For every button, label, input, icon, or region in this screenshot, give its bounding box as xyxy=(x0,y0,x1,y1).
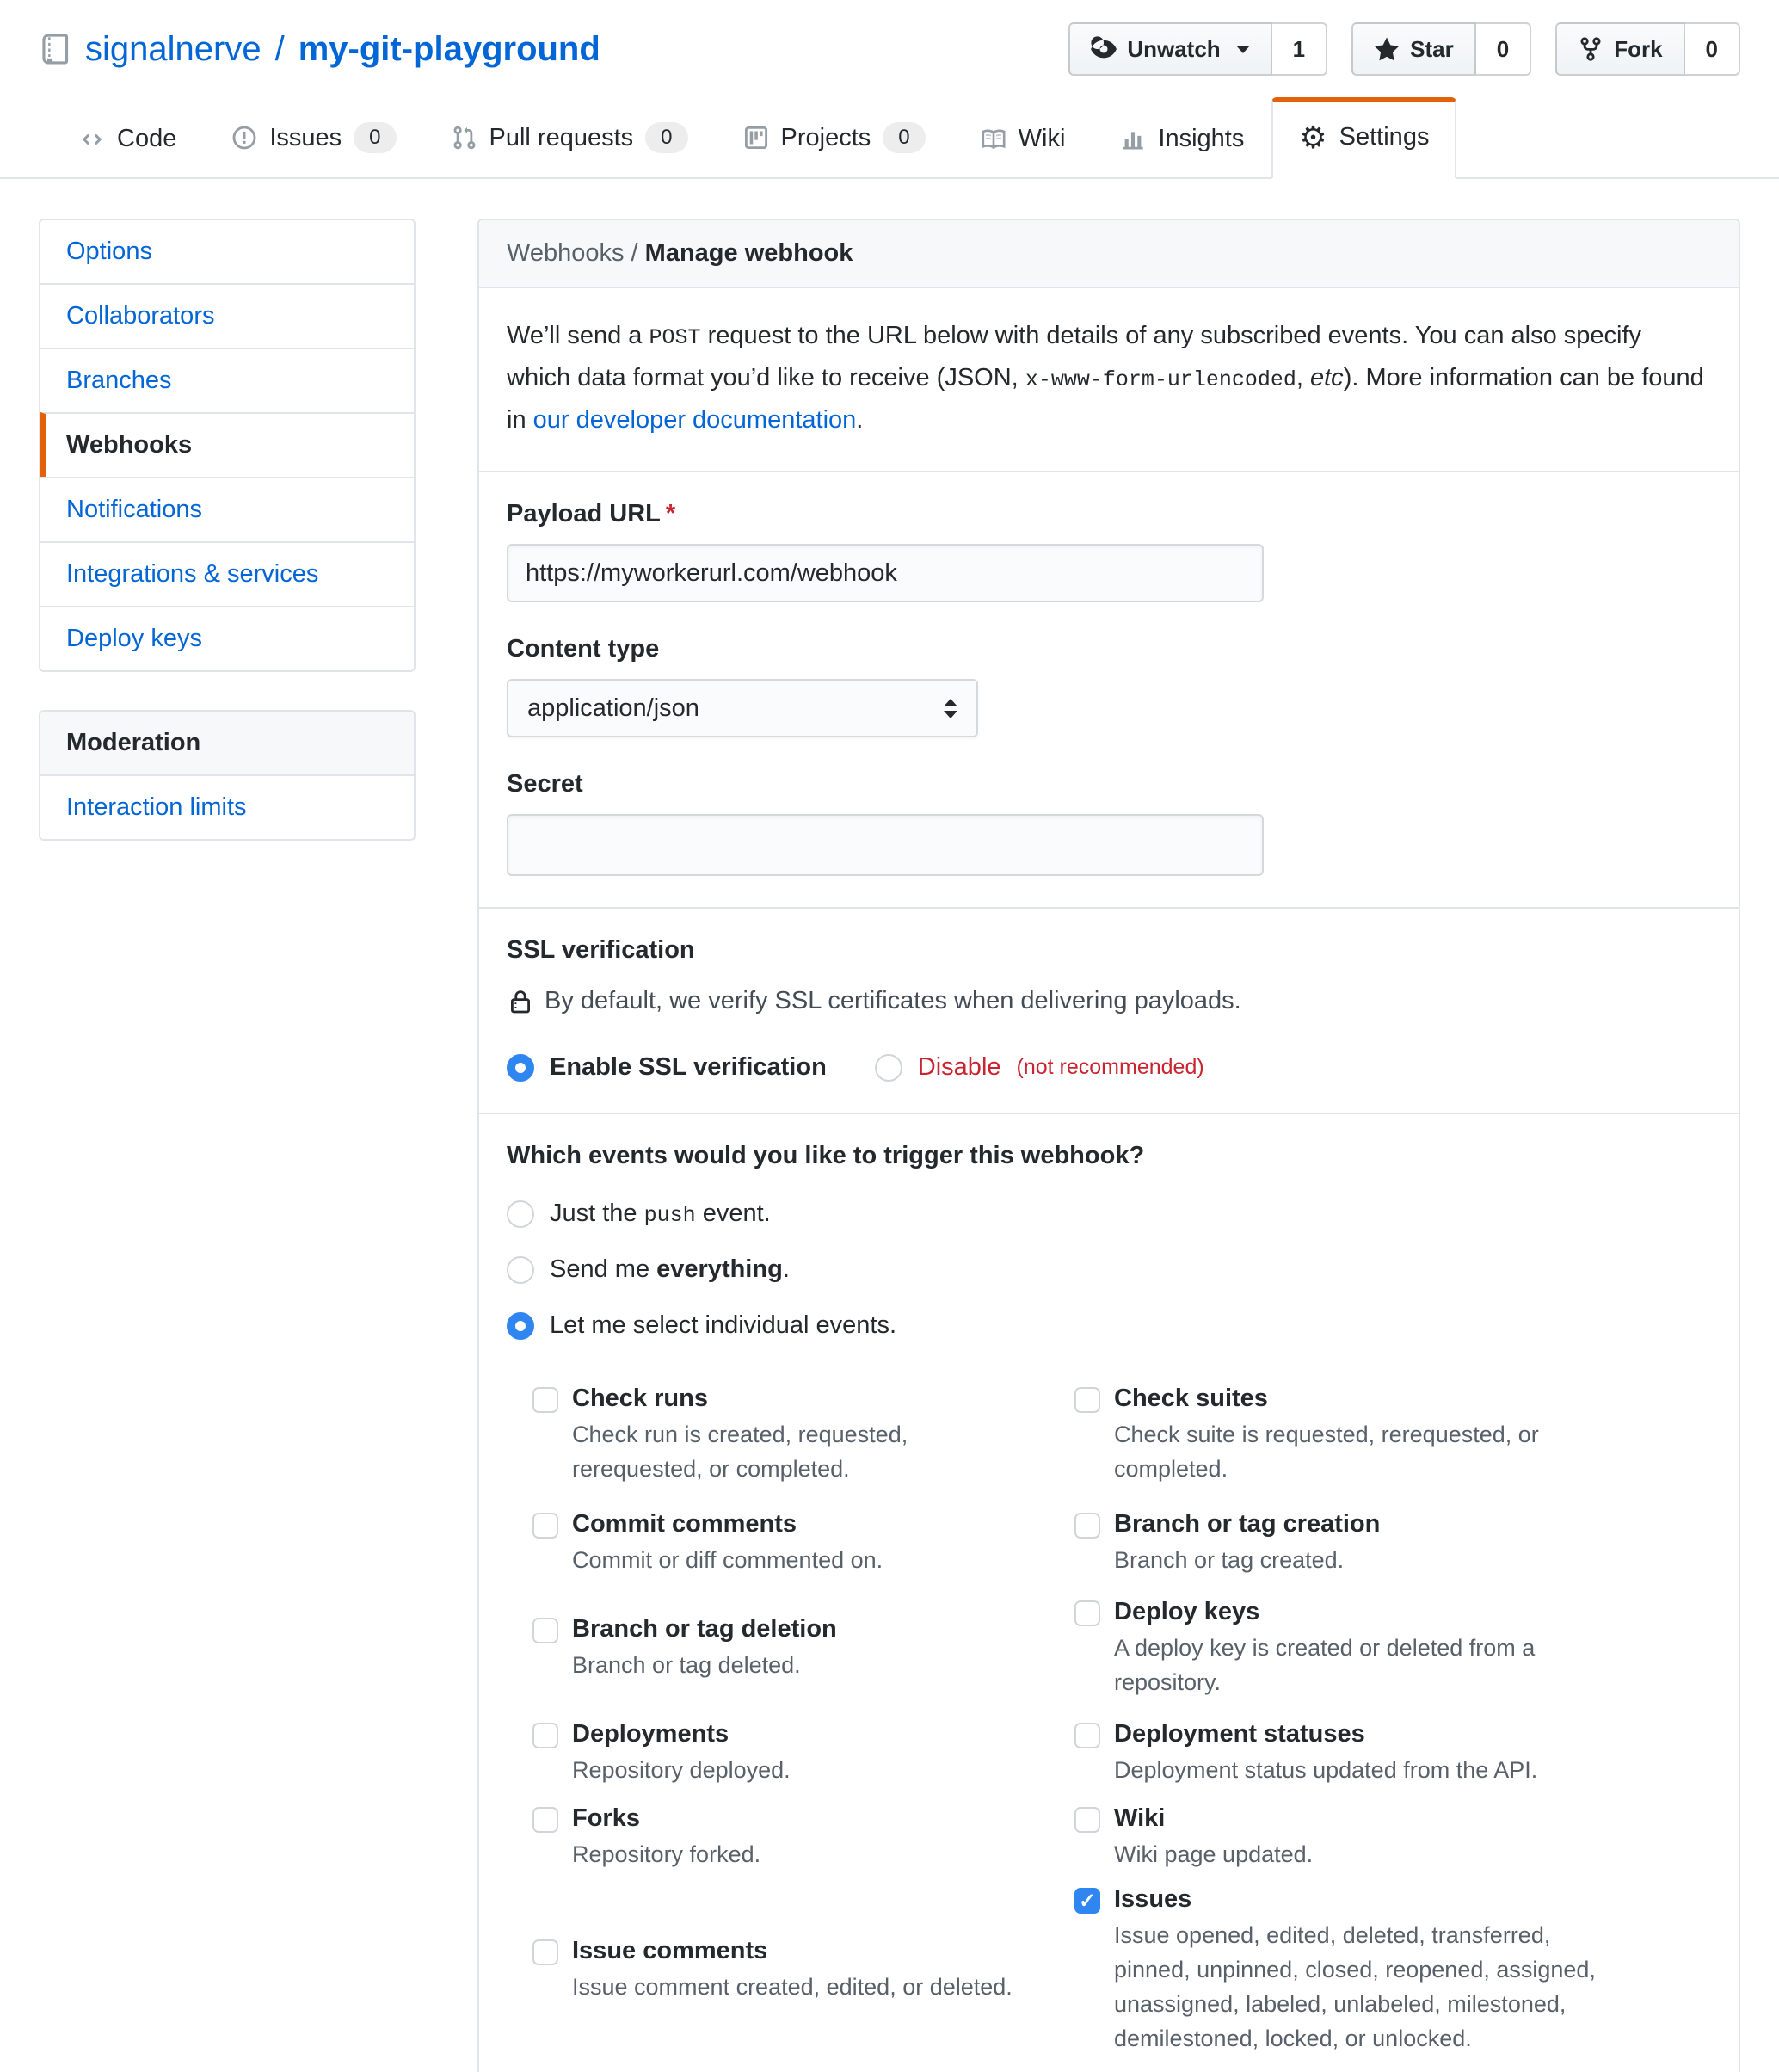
send-everything-label: Send me everything. xyxy=(550,1255,790,1283)
graph-icon xyxy=(1120,126,1146,152)
option-just-push[interactable] xyxy=(507,1199,1711,1228)
check-runs-checkbox[interactable] xyxy=(532,1387,558,1413)
branch-tag-deletion-checkbox[interactable] xyxy=(532,1618,558,1643)
developer-docs-link[interactable]: our developer documentation xyxy=(532,406,857,434)
fork-button[interactable] xyxy=(1555,22,1684,76)
branch-tag-creation-checkbox[interactable] xyxy=(1074,1513,1100,1539)
intro-text: We’ll send a POST request to the URL below with details of any subscribed events. You can also specify which data format you’d like to receive (JSON, x-www-form-urlencoded, etc). More information can be found in our developer documentation. xyxy=(507,322,1704,434)
tab-label: Pull requests xyxy=(489,123,634,151)
ssl-enable-option[interactable] xyxy=(507,1053,827,1082)
tab-projects[interactable] xyxy=(716,96,953,179)
ssl-enable-label: Enable SSL verification xyxy=(550,1053,827,1081)
content-type-value: application/json xyxy=(527,694,699,722)
event-forks: Forks Repository forked. xyxy=(532,1804,1014,1872)
issue-comments-checkbox[interactable] xyxy=(532,1939,558,1965)
event-checkbox-grid xyxy=(532,1384,1711,2056)
chevron-down-icon xyxy=(1236,46,1250,53)
wiki-checkbox[interactable] xyxy=(1074,1807,1100,1833)
tab-insights[interactable] xyxy=(1093,99,1271,179)
moderation-menu xyxy=(39,710,416,841)
watch-group xyxy=(1068,22,1327,76)
tab-label: Code xyxy=(117,125,177,152)
ssl-disable-label: Disable xyxy=(917,1053,1001,1081)
ssl-note-text: By default, we verify SSL certificates when delivering payloads. xyxy=(545,987,1241,1014)
required-asterisk: * xyxy=(665,500,676,527)
intro-section xyxy=(479,288,1739,471)
events-section xyxy=(479,1113,1739,2072)
eye-icon xyxy=(1091,36,1117,62)
event-deployment-statuses: Deployment statuses Deployment status updated from the API. xyxy=(1074,1720,1604,1787)
breadcrumb-webhooks-link[interactable]: Webhooks xyxy=(507,239,625,267)
panel-breadcrumb xyxy=(479,220,1739,288)
settings-menu xyxy=(39,219,416,672)
content-type-label: Content type xyxy=(507,635,660,663)
tab-label: Projects xyxy=(780,123,871,151)
settings-sidebar xyxy=(39,219,416,841)
payload-url-label: Payload URL * xyxy=(507,500,676,527)
sidebar-item-notifications[interactable]: Notifications xyxy=(40,477,414,541)
sidebar-item-branches[interactable]: Branches xyxy=(40,348,414,412)
star-label: Star xyxy=(1410,35,1454,62)
issues-count-badge: 0 xyxy=(354,122,396,153)
code-icon xyxy=(79,126,105,152)
sidebar-item-deploy-keys[interactable]: Deploy keys xyxy=(40,606,414,670)
settings-layout xyxy=(0,179,1779,2072)
tab-wiki[interactable] xyxy=(953,99,1093,179)
ssl-section xyxy=(479,907,1739,1113)
tab-label: Insights xyxy=(1158,125,1245,152)
projects-count-badge: 0 xyxy=(883,122,925,153)
check-suites-checkbox[interactable] xyxy=(1074,1387,1100,1413)
repo-title xyxy=(39,30,600,69)
repo-actions xyxy=(1068,22,1740,76)
event-wiki: Wiki Wiki page updated. xyxy=(1074,1804,1604,1872)
payload-url-input[interactable] xyxy=(507,544,1264,602)
moderation-header: Moderation xyxy=(40,712,414,776)
deploy-keys-checkbox[interactable] xyxy=(1074,1600,1100,1626)
sidebar-item-collaborators[interactable]: Collaborators xyxy=(40,283,414,348)
event-trigger-options xyxy=(507,1199,1711,1340)
forks-checkbox[interactable] xyxy=(532,1807,558,1833)
just-push-radio[interactable] xyxy=(507,1200,534,1228)
individual-events-label: Let me select individual events. xyxy=(550,1311,896,1339)
star-button[interactable] xyxy=(1351,22,1476,76)
star-icon xyxy=(1374,36,1400,62)
settings-main xyxy=(477,219,1740,2072)
event-branch-tag-deletion: Branch or tag deletion Branch or tag deleted. xyxy=(532,1615,1014,1682)
tab-pull-requests[interactable] xyxy=(424,96,716,179)
repo-tab-nav xyxy=(0,96,1779,179)
webhook-form-section xyxy=(479,471,1739,907)
deployments-checkbox[interactable] xyxy=(532,1723,558,1748)
tab-label: Settings xyxy=(1339,123,1430,151)
fork-group xyxy=(1555,22,1740,76)
event-deployments: Deployments Repository deployed. xyxy=(532,1720,1014,1787)
wiki-book-icon xyxy=(981,126,1006,152)
breadcrumb-current: Manage webhook xyxy=(644,239,853,267)
fork-count[interactable]: 0 xyxy=(1685,22,1740,76)
ssl-radio-row xyxy=(507,1053,1711,1082)
watch-count[interactable]: 1 xyxy=(1272,22,1327,76)
secret-label: Secret xyxy=(507,770,583,798)
sidebar-item-options[interactable]: Options xyxy=(40,220,414,283)
tab-issues[interactable] xyxy=(204,96,423,179)
content-type-select[interactable] xyxy=(507,679,978,737)
ssl-enable-radio[interactable] xyxy=(507,1054,534,1082)
repo-owner-link[interactable]: signalnerve xyxy=(85,29,262,68)
event-deploy-keys: Deploy keys A deploy key is created or deleted from a repository. xyxy=(1074,1598,1604,1699)
repo-separator: / xyxy=(274,29,285,68)
issues-checkbox[interactable] xyxy=(1074,1888,1100,1914)
content-type-group xyxy=(507,635,1711,737)
fork-icon xyxy=(1578,36,1604,62)
just-push-label: Just the push event. xyxy=(550,1199,771,1228)
individual-events-radio[interactable] xyxy=(507,1312,534,1340)
secret-input[interactable] xyxy=(507,814,1264,876)
ssl-heading: SSL verification xyxy=(507,936,695,964)
event-branch-tag-creation: Branch or tag creation Branch or tag created. xyxy=(1074,1510,1604,1577)
fork-label: Fork xyxy=(1614,35,1663,62)
pull-requests-count-badge: 0 xyxy=(645,122,687,153)
tab-settings[interactable] xyxy=(1271,97,1456,179)
urlencoded-code: x-www-form-urlencoded xyxy=(1025,367,1296,392)
unwatch-label: Unwatch xyxy=(1127,35,1221,62)
star-group xyxy=(1351,22,1531,76)
tab-label: Wiki xyxy=(1018,125,1066,152)
event-commit-comments: Commit comments Commit or diff commented on. xyxy=(532,1510,1014,1577)
tab-code[interactable] xyxy=(52,99,204,179)
project-icon xyxy=(743,125,769,151)
breadcrumb-separator: / xyxy=(624,239,645,267)
event-check-runs: Check runs Check run is created, requested, rerequested, or completed. xyxy=(532,1384,1014,1486)
unwatch-button[interactable] xyxy=(1068,22,1271,76)
gear-icon: ⚙ xyxy=(1299,119,1327,155)
secret-group xyxy=(507,770,1711,876)
ssl-disable-radio[interactable] xyxy=(875,1054,902,1082)
option-individual-events[interactable] xyxy=(507,1311,1711,1340)
option-send-everything[interactable] xyxy=(507,1255,1711,1284)
select-sorter-icon xyxy=(944,699,957,718)
repo-name-link[interactable]: my-git-playground xyxy=(298,29,600,68)
ssl-disable-note: (not recommended) xyxy=(1016,1055,1204,1079)
pull-request-icon xyxy=(452,125,477,151)
tab-label: Issues xyxy=(269,123,342,151)
commit-comments-checkbox[interactable] xyxy=(532,1513,558,1539)
event-check-suites: Check suites Check suite is requested, rerequested, or completed. xyxy=(1074,1384,1604,1486)
sidebar-item-webhooks[interactable]: Webhooks xyxy=(40,412,414,477)
payload-url-group xyxy=(507,500,1711,602)
post-code: POST xyxy=(649,325,701,350)
ssl-note xyxy=(507,987,1711,1015)
sidebar-item-integrations[interactable]: Integrations & services xyxy=(40,541,414,606)
repo-header xyxy=(0,0,1779,96)
send-everything-radio[interactable] xyxy=(507,1256,534,1284)
repo-book-icon xyxy=(39,33,71,65)
issue-icon xyxy=(231,125,257,151)
ssl-disable-option[interactable] xyxy=(875,1053,1204,1082)
event-issue-comments: Issue comments Issue comment created, edited, or deleted. xyxy=(532,1937,1014,2004)
event-issues: ✓ Issues Issue opened, edited, deleted, transferred, pinned, unpinned, closed, reopened, assigned, unassigned, labeled, unlabeled, milestoned, demilestoned, locked, or unlocked. xyxy=(1074,1885,1604,2056)
webhook-panel xyxy=(477,219,1740,2072)
deployment-statuses-checkbox[interactable] xyxy=(1074,1723,1100,1748)
sidebar-item-interaction-limits[interactable]: Interaction limits xyxy=(40,776,414,839)
star-count[interactable]: 0 xyxy=(1476,22,1531,76)
events-heading: Which events would you like to trigger this webhook? xyxy=(507,1142,1145,1169)
lock-icon xyxy=(507,988,534,1015)
